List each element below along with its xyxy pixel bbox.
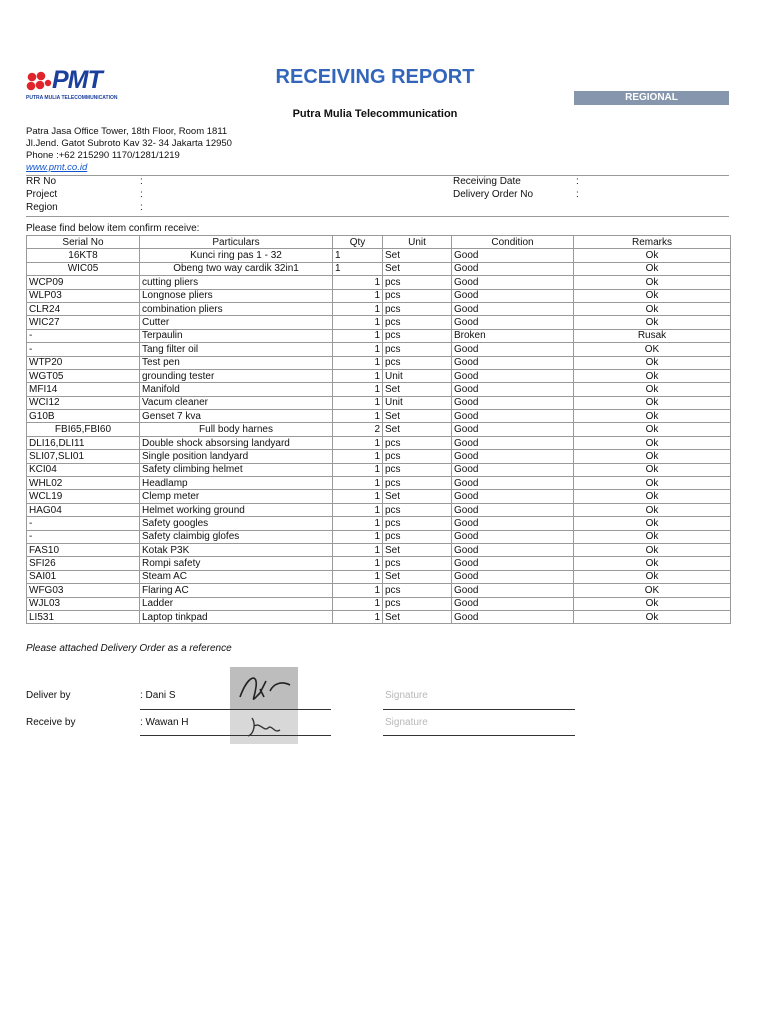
cell-remarks: Ok	[574, 396, 731, 409]
table-row	[27, 450, 731, 463]
cell-qty: 1	[333, 530, 383, 543]
cell-particulars: combination pliers	[140, 302, 333, 315]
table-row	[27, 597, 731, 610]
table-row	[27, 557, 731, 570]
cell-particulars: Safety googles	[140, 517, 333, 530]
cell-serial: SAI01	[27, 570, 140, 583]
table-row	[27, 262, 731, 275]
cell-remarks: Ok	[574, 289, 731, 302]
cell-unit: Unit	[383, 396, 452, 409]
cell-serial: WCL19	[27, 490, 140, 503]
cell-condition: Good	[452, 369, 574, 382]
table-row	[27, 410, 731, 423]
cell-serial: DLI16,DLI11	[27, 436, 140, 449]
cell-remarks: Ok	[574, 302, 731, 315]
cell-qty: 1	[333, 410, 383, 423]
company-logo	[26, 68, 126, 104]
address-line-2: Jl.Jend. Gatot Subroto Kav 32- 34 Jakarta 12950	[26, 138, 232, 149]
cell-unit: pcs	[383, 316, 452, 329]
cell-unit: pcs	[383, 530, 452, 543]
cell-remarks: Ok	[574, 436, 731, 449]
cell-qty: 1	[333, 343, 383, 356]
cell-condition: Good	[452, 289, 574, 302]
cell-serial: -	[27, 329, 140, 342]
cell-particulars: Obeng two way cardik 32in1	[140, 262, 333, 275]
cell-remarks: Ok	[574, 477, 731, 490]
cell-qty: 1	[333, 490, 383, 503]
cell-condition: Good	[452, 597, 574, 610]
cell-serial: -	[27, 517, 140, 530]
cell-condition: Good	[452, 410, 574, 423]
cell-particulars: Flaring AC	[140, 584, 333, 597]
cell-serial: G10B	[27, 410, 140, 423]
cell-particulars: Clemp meter	[140, 490, 333, 503]
cell-unit: pcs	[383, 463, 452, 476]
cell-unit: pcs	[383, 356, 452, 369]
table-row	[27, 356, 731, 369]
delivery-order-label: Delivery Order No	[453, 189, 534, 200]
table-row	[27, 289, 731, 302]
cell-unit: Set	[383, 543, 452, 556]
region-sep: :	[140, 202, 143, 213]
cell-unit: Set	[383, 249, 452, 262]
table-row	[27, 249, 731, 262]
cell-serial: WFG03	[27, 584, 140, 597]
address-line-1: Patra Jasa Office Tower, 18th Floor, Room 1811	[26, 126, 228, 137]
cell-serial: SLI07,SLI01	[27, 450, 140, 463]
cell-remarks: Ok	[574, 356, 731, 369]
col-header-unit: Unit	[383, 236, 452, 249]
cell-qty: 1	[333, 383, 383, 396]
cell-particulars: Genset 7 kva	[140, 410, 333, 423]
cell-qty: 1	[333, 543, 383, 556]
cell-unit: pcs	[383, 557, 452, 570]
cell-condition: Good	[452, 584, 574, 597]
cell-serial: WTP20	[27, 356, 140, 369]
cell-qty: 1	[333, 463, 383, 476]
cell-remarks: Ok	[574, 557, 731, 570]
cell-particulars: Safety climbing helmet	[140, 463, 333, 476]
cell-serial: WCP09	[27, 276, 140, 289]
cell-qty: 1	[333, 597, 383, 610]
table-row	[27, 570, 731, 583]
cell-condition: Good	[452, 436, 574, 449]
cell-qty: 1	[333, 276, 383, 289]
cell-remarks: Ok	[574, 410, 731, 423]
table-row	[27, 543, 731, 556]
cell-particulars: Terpaulin	[140, 329, 333, 342]
cell-remarks: Rusak	[574, 329, 731, 342]
table-header-row	[27, 236, 731, 249]
cell-particulars: Single position landyard	[140, 450, 333, 463]
rr-no-label: RR No	[26, 176, 57, 187]
receiving-date-sep: :	[576, 176, 579, 187]
cell-particulars: Ladder	[140, 597, 333, 610]
table-row	[27, 369, 731, 382]
cell-serial: 16KT8	[27, 249, 140, 262]
cell-unit: pcs	[383, 302, 452, 315]
cell-serial: HAG04	[27, 503, 140, 516]
cell-serial: -	[27, 343, 140, 356]
cell-remarks: Ok	[574, 610, 731, 623]
table-row	[27, 610, 731, 623]
cell-qty: 1	[333, 436, 383, 449]
logo-dots-icon	[26, 71, 52, 93]
cell-condition: Good	[452, 383, 574, 396]
table-row	[27, 383, 731, 396]
table-row	[27, 316, 731, 329]
cell-unit: pcs	[383, 517, 452, 530]
cell-serial: CLR24	[27, 302, 140, 315]
items-table	[26, 235, 731, 624]
cell-unit: pcs	[383, 450, 452, 463]
deliver-signature-field[interactable]: Signature	[385, 690, 428, 701]
cell-serial: LI531	[27, 610, 140, 623]
cell-qty: 1	[333, 249, 383, 262]
cell-serial: FAS10	[27, 543, 140, 556]
logo-tagline: PUTRA MULIA TELECOMMUNICATION	[26, 95, 118, 101]
cell-qty: 1	[333, 329, 383, 342]
region-label: Region	[26, 202, 58, 213]
cell-particulars: Kotak P3K	[140, 543, 333, 556]
receive-signature-line	[383, 735, 575, 736]
cell-unit: pcs	[383, 289, 452, 302]
cell-unit: pcs	[383, 436, 452, 449]
cell-particulars: Tang filter oil	[140, 343, 333, 356]
cell-qty: 1	[333, 356, 383, 369]
table-row	[27, 276, 731, 289]
cell-remarks: OK	[574, 584, 731, 597]
cell-condition: Good	[452, 249, 574, 262]
regional-badge: REGIONAL	[574, 91, 729, 105]
table-row	[27, 463, 731, 476]
company-name: Putra Mulia Telecommunication	[292, 108, 458, 120]
cell-remarks: Ok	[574, 597, 731, 610]
cell-condition: Good	[452, 396, 574, 409]
cell-qty: 1	[333, 450, 383, 463]
cell-condition: Good	[452, 316, 574, 329]
cell-qty: 1	[333, 369, 383, 382]
cell-condition: Good	[452, 557, 574, 570]
cell-unit: Set	[383, 490, 452, 503]
deliver-signature-image	[230, 667, 298, 709]
cell-qty: 1	[333, 477, 383, 490]
cell-serial: MFI14	[27, 383, 140, 396]
receive-signature-image	[230, 710, 298, 744]
cell-serial: -	[27, 530, 140, 543]
table-row	[27, 329, 731, 342]
receiving-date-label: Receiving Date	[453, 176, 521, 187]
cell-condition: Good	[452, 450, 574, 463]
cell-unit: Set	[383, 570, 452, 583]
cell-qty: 1	[333, 610, 383, 623]
cell-particulars: Helmet working ground	[140, 503, 333, 516]
cell-qty: 1	[333, 584, 383, 597]
cell-serial: WIC27	[27, 316, 140, 329]
deliver-signature-line	[383, 709, 575, 710]
cell-unit: pcs	[383, 584, 452, 597]
cell-remarks: Ok	[574, 249, 731, 262]
cell-remarks: Ok	[574, 262, 731, 275]
table-row	[27, 503, 731, 516]
website-link[interactable]: www.pmt.co.id	[26, 162, 88, 173]
cell-remarks: Ok	[574, 316, 731, 329]
cell-serial: WIC05	[27, 262, 140, 275]
cell-unit: Set	[383, 383, 452, 396]
phone-line: Phone :+62 215290 1170/1281/1219	[26, 150, 180, 161]
table-row	[27, 517, 731, 530]
cell-condition: Good	[452, 343, 574, 356]
cell-unit: Set	[383, 610, 452, 623]
divider	[26, 175, 729, 176]
cell-particulars: Rompi safety	[140, 557, 333, 570]
cell-remarks: Ok	[574, 570, 731, 583]
cell-condition: Good	[452, 570, 574, 583]
delivery-order-note: Please attached Delivery Order as a reference	[26, 643, 232, 654]
cell-serial: FBI65,FBI60	[27, 423, 140, 436]
cell-condition: Good	[452, 490, 574, 503]
divider	[26, 216, 729, 217]
cell-particulars: Safety claimbig glofes	[140, 530, 333, 543]
cell-qty: 1	[333, 503, 383, 516]
cell-condition: Good	[452, 517, 574, 530]
cell-unit: Set	[383, 423, 452, 436]
cell-unit: pcs	[383, 329, 452, 342]
cell-condition: Good	[452, 503, 574, 516]
cell-condition: Good	[452, 423, 574, 436]
cell-serial: WGT05	[27, 369, 140, 382]
col-header-qty: Qty	[333, 236, 383, 249]
cell-particulars: Steam AC	[140, 570, 333, 583]
cell-particulars: Kunci ring pas 1 - 32	[140, 249, 333, 262]
col-header-particulars: Particulars	[140, 236, 333, 249]
cell-particulars: Manifold	[140, 383, 333, 396]
cell-qty: 1	[333, 262, 383, 275]
cell-serial: WJL03	[27, 597, 140, 610]
receive-by-label: Receive by	[26, 717, 76, 728]
cell-serial: WHL02	[27, 477, 140, 490]
cell-remarks: Ok	[574, 530, 731, 543]
cell-unit: pcs	[383, 597, 452, 610]
cell-serial: SFI26	[27, 557, 140, 570]
deliver-by-label: Deliver by	[26, 690, 71, 701]
cell-unit: Set	[383, 262, 452, 275]
cell-condition: Good	[452, 356, 574, 369]
col-header-serial: Serial No	[27, 236, 140, 249]
logo-mark: PMT	[52, 66, 102, 94]
cell-unit: pcs	[383, 503, 452, 516]
cell-unit: pcs	[383, 343, 452, 356]
cell-qty: 1	[333, 570, 383, 583]
cell-remarks: Ok	[574, 276, 731, 289]
cell-condition: Good	[452, 543, 574, 556]
cell-condition: Good	[452, 276, 574, 289]
table-row	[27, 423, 731, 436]
cell-remarks: Ok	[574, 463, 731, 476]
cell-condition: Good	[452, 610, 574, 623]
cell-unit: pcs	[383, 276, 452, 289]
receive-name-line	[140, 735, 331, 736]
cell-unit: Unit	[383, 369, 452, 382]
cell-unit: pcs	[383, 477, 452, 490]
cell-particulars: Test pen	[140, 356, 333, 369]
cell-qty: 1	[333, 557, 383, 570]
cell-condition: Broken	[452, 329, 574, 342]
table-row	[27, 490, 731, 503]
table-row	[27, 477, 731, 490]
project-label: Project	[26, 189, 58, 200]
cell-particulars: grounding tester	[140, 369, 333, 382]
receive-by-name: : Wawan H	[140, 717, 189, 728]
table-row	[27, 302, 731, 315]
receive-signature-field[interactable]: Signature	[385, 717, 428, 728]
cell-particulars: Headlamp	[140, 477, 333, 490]
report-title: RECEIVING REPORT	[275, 66, 475, 88]
delivery-order-sep: :	[576, 189, 579, 200]
cell-qty: 1	[333, 316, 383, 329]
cell-condition: Good	[452, 477, 574, 490]
cell-particulars: Double shock absorsing landyard	[140, 436, 333, 449]
cell-particulars: Vacum cleaner	[140, 396, 333, 409]
confirm-text: Please find below item confirm receive:	[26, 223, 200, 234]
cell-qty: 1	[333, 517, 383, 530]
table-row	[27, 584, 731, 597]
table-row	[27, 530, 731, 543]
cell-qty: 2	[333, 423, 383, 436]
cell-particulars: Longnose pliers	[140, 289, 333, 302]
table-row	[27, 436, 731, 449]
cell-serial: KCI04	[27, 463, 140, 476]
cell-serial: WCI12	[27, 396, 140, 409]
cell-qty: 1	[333, 396, 383, 409]
cell-remarks: Ok	[574, 423, 731, 436]
cell-remarks: Ok	[574, 543, 731, 556]
cell-qty: 1	[333, 289, 383, 302]
deliver-by-name: : Dani S	[140, 690, 176, 701]
table-row	[27, 343, 731, 356]
cell-condition: Good	[452, 530, 574, 543]
cell-remarks: Ok	[574, 383, 731, 396]
cell-remarks: Ok	[574, 369, 731, 382]
cell-remarks: Ok	[574, 517, 731, 530]
rr-no-sep: :	[140, 176, 143, 187]
cell-condition: Good	[452, 463, 574, 476]
cell-remarks: OK	[574, 343, 731, 356]
col-header-condition: Condition	[452, 236, 574, 249]
cell-serial: WLP03	[27, 289, 140, 302]
cell-qty: 1	[333, 302, 383, 315]
table-row	[27, 396, 731, 409]
cell-condition: Good	[452, 262, 574, 275]
cell-particulars: Laptop tinkpad	[140, 610, 333, 623]
cell-remarks: Ok	[574, 503, 731, 516]
cell-remarks: Ok	[574, 450, 731, 463]
col-header-remarks: Remarks	[574, 236, 731, 249]
cell-unit: Set	[383, 410, 452, 423]
cell-particulars: Full body harnes	[140, 423, 333, 436]
cell-condition: Good	[452, 302, 574, 315]
cell-particulars: cutting pliers	[140, 276, 333, 289]
cell-particulars: Cutter	[140, 316, 333, 329]
project-sep: :	[140, 189, 143, 200]
cell-remarks: Ok	[574, 490, 731, 503]
